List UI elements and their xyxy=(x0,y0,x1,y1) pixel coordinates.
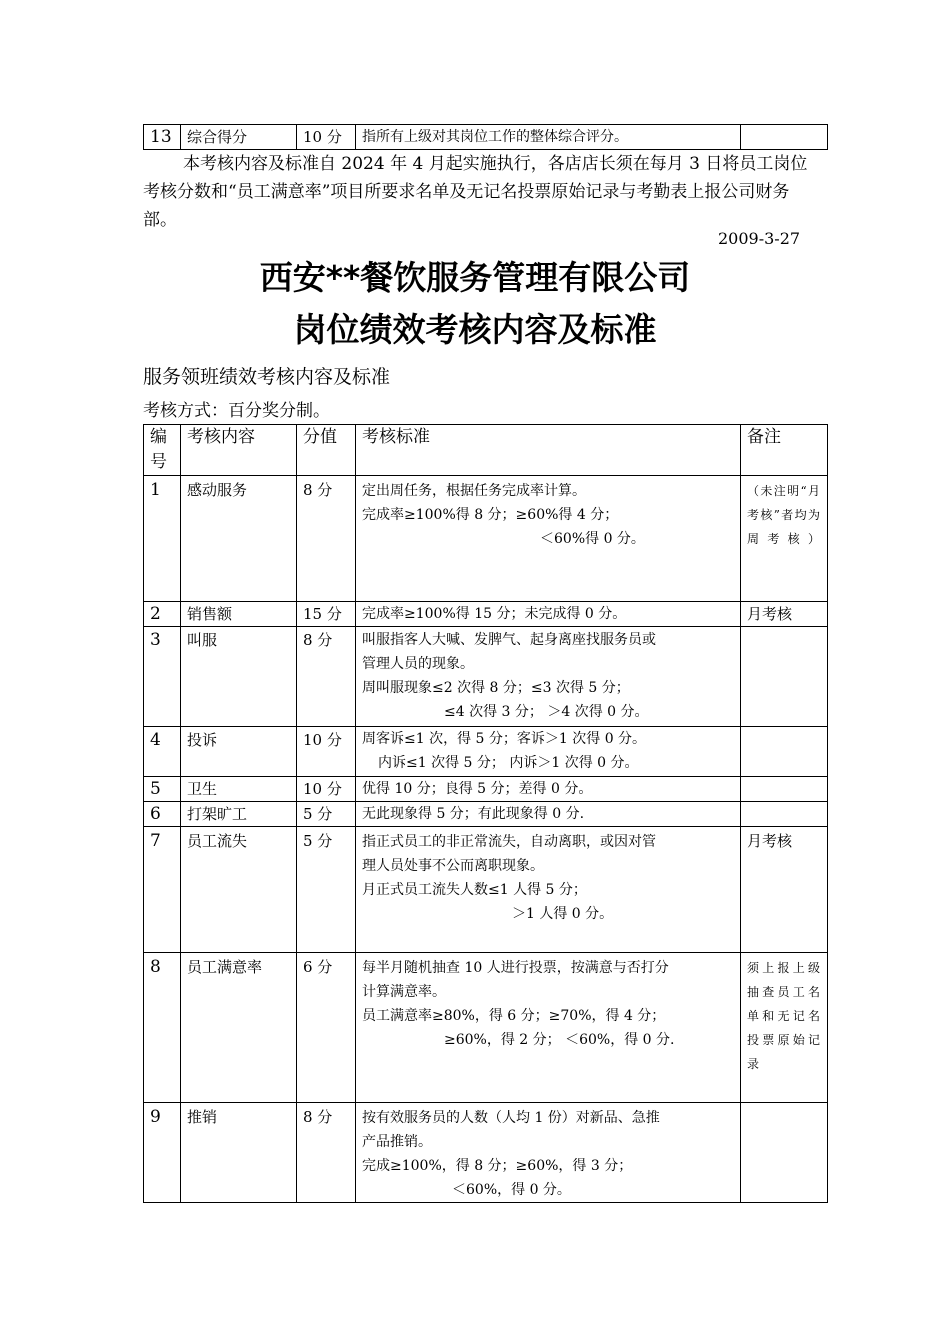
row-item: 综合得分 xyxy=(181,125,297,150)
header-score: 分值 xyxy=(297,425,356,476)
row-item: 推销 xyxy=(181,1103,297,1203)
row-number: 4 xyxy=(144,727,181,777)
row-standard xyxy=(356,627,741,727)
row-score: 8 分 xyxy=(297,627,356,727)
row-standard xyxy=(356,827,741,953)
row-standard xyxy=(356,602,741,627)
table-row xyxy=(144,602,828,627)
row-score: 10 分 xyxy=(297,727,356,777)
row-score: 10 分 xyxy=(297,777,356,802)
header-standard: 考核标准 xyxy=(356,425,741,476)
standard-line: ≥60%，得 2 分； ＜60%，得 0 分. xyxy=(444,1032,675,1048)
row-item: 卫生 xyxy=(181,777,297,802)
standard-line: 按有效服务员的人数（人均 1 份）对新品、急推 xyxy=(362,1110,660,1126)
row-standard xyxy=(356,777,741,802)
row-item: 感动服务 xyxy=(181,476,297,602)
row-note: 月考核 xyxy=(741,602,828,627)
row-number: 2 xyxy=(144,602,181,627)
row-item: 打架旷工 xyxy=(181,802,297,827)
header-note: 备注 xyxy=(741,425,828,476)
table-row xyxy=(144,827,828,953)
row-number: 6 xyxy=(144,802,181,827)
row-note xyxy=(741,627,828,727)
table-row xyxy=(144,125,828,150)
row-note xyxy=(741,777,828,802)
row-standard xyxy=(356,476,741,602)
assessment-table xyxy=(143,424,828,1203)
table-row xyxy=(144,1103,828,1203)
row-note: 月考核 xyxy=(741,827,828,953)
standard-line: 管理人员的现象。 xyxy=(362,656,474,672)
row-standard xyxy=(356,727,741,777)
row-number: 13 xyxy=(144,125,181,150)
row-item: 销售额 xyxy=(181,602,297,627)
table-header-row xyxy=(144,425,828,476)
row-score: 6 分 xyxy=(297,953,356,1103)
row-note: （未注明“月考核”者均为周考核） xyxy=(741,476,828,602)
implementation-paragraph: 本考核内容及标准自 2024 年 4 月起实施执行，各店店长须在每月 3 日将员工岗位考核分数和“员工满意率”项目所要求名单及无记名投票原始记录与考勤表上报公司财务部。 xyxy=(143,154,808,230)
table-row xyxy=(144,953,828,1103)
company-title: 西安**餐饮服务管理有限公司 xyxy=(259,258,691,297)
table-row xyxy=(144,802,828,827)
row-standard xyxy=(356,953,741,1103)
standard-line: 完成率≥100%得 15 分；未完成得 0 分。 xyxy=(362,606,627,622)
row-score: 5 分 xyxy=(297,827,356,953)
table-row xyxy=(144,727,828,777)
table-row xyxy=(144,476,828,602)
standard-line: ≤4 次得 3 分； ＞4 次得 0 分。 xyxy=(444,704,649,720)
row-note xyxy=(741,125,828,150)
standard-line: 指正式员工的非正常流失，自动离职，或因对管 xyxy=(362,834,656,850)
section-subtitle: 服务领班绩效考核内容及标准 xyxy=(143,366,391,388)
row-note xyxy=(741,727,828,777)
standard-line: ＜60%得 0 分。 xyxy=(540,531,645,547)
header-item: 考核内容 xyxy=(181,425,297,476)
row-item: 投诉 xyxy=(181,727,297,777)
row-number: 1 xyxy=(144,476,181,602)
standard-line: ＜60%，得 0 分。 xyxy=(452,1182,571,1198)
table-row xyxy=(144,627,828,727)
standard-line: 完成率≥100%得 8 分；≥60%得 4 分； xyxy=(362,507,619,523)
row-number: 5 xyxy=(144,777,181,802)
row-item: 员工满意率 xyxy=(181,953,297,1103)
standard-line: 计算满意率。 xyxy=(362,984,446,1000)
row-score: 8 分 xyxy=(297,476,356,602)
row-note xyxy=(741,802,828,827)
standard-line: 无此现象得 5 分；有此现象得 0 分. xyxy=(362,806,585,822)
row-score: 8 分 xyxy=(297,1103,356,1203)
document-title: 岗位绩效考核内容及标准 xyxy=(293,310,657,349)
table-row xyxy=(144,777,828,802)
standard-line: 理人员处事不公而离职现象。 xyxy=(362,858,544,874)
row-number: 9 xyxy=(144,1103,181,1203)
standard-line: 叫服指客人大喊、发脾气、起身离座找服务员或 xyxy=(362,632,656,648)
assessment-method: 考核方式：百分奖分制。 xyxy=(143,401,330,421)
row-standard xyxy=(356,802,741,827)
standard-line: ＞1 人得 0 分。 xyxy=(512,906,614,922)
row-item: 员工流失 xyxy=(181,827,297,953)
row-standard xyxy=(356,1103,741,1203)
row-number: 3 xyxy=(144,627,181,727)
row-item: 叫服 xyxy=(181,627,297,727)
standard-line: 周客诉≤1 次，得 5 分；客诉＞1 次得 0 分。 xyxy=(362,731,647,747)
row-number: 7 xyxy=(144,827,181,953)
standard-line: 优得 10 分；良得 5 分；差得 0 分。 xyxy=(362,781,593,797)
row-standard: 指所有上级对其岗位工作的整体综合评分。 xyxy=(356,125,741,150)
row-note xyxy=(741,1103,828,1203)
standard-line: 月正式员工流失人数≤1 人得 5 分； xyxy=(362,882,587,898)
standard-line: 每半月随机抽查 10 人进行投票，按满意与否打分 xyxy=(362,960,669,976)
standard-line: 产品推销。 xyxy=(362,1134,432,1150)
standard-line: 定出周任务，根据任务完成率计算。 xyxy=(362,483,586,499)
top-table-fragment xyxy=(143,124,828,150)
document-date: 2009-3-27 xyxy=(718,229,801,248)
header-number: 编号 xyxy=(144,425,181,476)
row-note: 须上报上级抽查员工名单和无记名投票原始记录 xyxy=(741,953,828,1103)
row-score: 10 分 xyxy=(297,125,356,150)
row-score: 5 分 xyxy=(297,802,356,827)
standard-line: 完成≥100%，得 8 分；≥60%，得 3 分； xyxy=(362,1158,633,1174)
row-score: 15 分 xyxy=(297,602,356,627)
standard-line: 员工满意率≥80%，得 6 分；≥70%，得 4 分； xyxy=(362,1008,666,1024)
standard-line: 内诉≤1 次得 5 分； 内诉＞1 次得 0 分。 xyxy=(378,755,639,771)
row-number: 8 xyxy=(144,953,181,1103)
standard-line: 周叫服现象≤2 次得 8 分；≤3 次得 5 分； xyxy=(362,680,630,696)
